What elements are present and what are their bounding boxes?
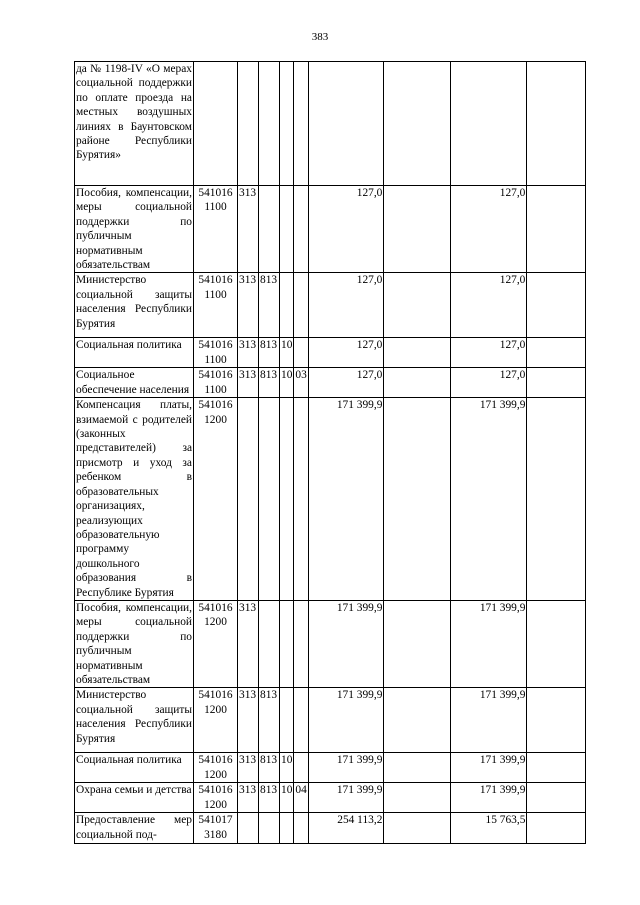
ministry-code: [259, 600, 280, 687]
ministry-code: 813: [259, 338, 280, 368]
target-article-code: [194, 62, 238, 186]
ministry-code: 813: [259, 783, 280, 813]
section-code: [280, 186, 294, 273]
table-row: [75, 398, 586, 601]
table-row: [75, 338, 586, 368]
amount-col-4: [527, 753, 586, 783]
amount-total: 171 399,9: [309, 783, 384, 813]
amount-col-2: [384, 688, 451, 753]
amount-total: 254 113,2: [309, 813, 384, 844]
section-code: 10: [280, 338, 294, 368]
amount-col-4: [527, 783, 586, 813]
row-name: Социальная политика: [75, 753, 194, 783]
amount-col-3: [451, 62, 527, 186]
amount-col-3: 127,0: [451, 186, 527, 273]
subsection-code: [294, 753, 309, 783]
ministry-code: [259, 186, 280, 273]
amount-col-4: [527, 368, 586, 398]
expense-group-code: 313: [238, 338, 259, 368]
amount-col-4: [527, 338, 586, 368]
subsection-code: [294, 398, 309, 601]
section-code: [280, 398, 294, 601]
ministry-code: 813: [259, 368, 280, 398]
amount-col-3: 127,0: [451, 338, 527, 368]
amount-col-2: [384, 783, 451, 813]
amount-col-3: 127,0: [451, 273, 527, 338]
amount-col-3: 171 399,9: [451, 688, 527, 753]
amount-col-3: 15 763,5: [451, 813, 527, 844]
amount-total: 171 399,9: [309, 398, 384, 601]
amount-col-3: 171 399,9: [451, 783, 527, 813]
row-name: да № 1198-IV «О мерах социальной поддержки по оплате проезда на местных воздушных линиях в Баунтовском районе Республики Бурятия»: [75, 62, 194, 186]
row-name: Министерство социальной защиты населения Республики Бурятия: [75, 273, 194, 338]
expense-group-code: [238, 398, 259, 601]
amount-col-4: [527, 62, 586, 186]
amount-col-4: [527, 186, 586, 273]
row-name: Министерство социальной защиты населения Республики Бурятия: [75, 688, 194, 753]
ministry-code: 813: [259, 273, 280, 338]
amount-col-4: [527, 600, 586, 687]
section-code: 10: [280, 368, 294, 398]
amount-col-2: [384, 186, 451, 273]
row-name: Предоставление мер социальной под-: [75, 813, 194, 844]
amount-col-4: [527, 688, 586, 753]
subsection-code: 03: [294, 368, 309, 398]
expense-group-code: 313: [238, 186, 259, 273]
target-article-code: 541016 1100: [194, 368, 238, 398]
table-row: [75, 813, 586, 844]
expense-group-code: 313: [238, 273, 259, 338]
table-row: [75, 688, 586, 753]
table-row: [75, 600, 586, 687]
section-code: [280, 273, 294, 338]
target-article-code: 541016 1100: [194, 273, 238, 338]
amount-col-3: 171 399,9: [451, 398, 527, 601]
target-article-code: 541016 1100: [194, 338, 238, 368]
amount-total: 127,0: [309, 368, 384, 398]
amount-col-3: 127,0: [451, 368, 527, 398]
amount-col-4: [527, 273, 586, 338]
table-row: [75, 186, 586, 273]
section-code: 10: [280, 753, 294, 783]
row-name: Компенсация платы, взимаемой с родителей (законных представителей) за присмотр и уход за ребенком в образовательных организациях, реализующих образовательную программу дошкольного образования в Республике Бурятия: [76, 399, 192, 599]
ministry-code: 813: [259, 753, 280, 783]
subsection-code: [294, 273, 309, 338]
subsection-code: [294, 688, 309, 753]
expense-group-code: 313: [238, 688, 259, 753]
subsection-code: [294, 813, 309, 844]
expense-group-code: 313: [238, 783, 259, 813]
budget-table: [74, 61, 586, 844]
amount-total: 171 399,9: [309, 688, 384, 753]
amount-col-2: [384, 600, 451, 687]
amount-total: 171 399,9: [309, 753, 384, 783]
table-row: [75, 783, 586, 813]
section-code: 10: [280, 783, 294, 813]
page-number: 383: [311, 31, 329, 43]
section-code: [280, 62, 294, 186]
amount-col-2: [384, 813, 451, 844]
row-name: Социальная политика: [75, 338, 194, 368]
target-article-code: 541016 1100: [194, 186, 238, 273]
target-article-code: 541016 1200: [194, 688, 238, 753]
row-name: Пособия, компенсации, меры социальной поддержки по публичным нормативным обязательствам: [76, 601, 192, 686]
table-row: [75, 62, 586, 186]
ministry-code: [259, 62, 280, 186]
row-name: Охрана семьи и детства: [75, 783, 194, 813]
expense-group-code: [238, 813, 259, 844]
subsection-code: [294, 62, 309, 186]
target-article-code: 541016 1200: [194, 783, 238, 813]
target-article-code: 541017 3180: [194, 813, 238, 844]
section-code: [280, 688, 294, 753]
section-code: [280, 813, 294, 844]
amount-col-2: [384, 338, 451, 368]
ministry-code: [259, 813, 280, 844]
target-article-code: 541016 1200: [194, 600, 238, 687]
subsection-code: [294, 186, 309, 273]
amount-col-2: [384, 62, 451, 186]
amount-total: 127,0: [309, 273, 384, 338]
amount-col-4: [527, 398, 586, 601]
amount-col-4: [527, 813, 586, 844]
expense-group-code: 313: [238, 368, 259, 398]
expense-group-code: 313: [238, 753, 259, 783]
amount-col-3: 171 399,9: [451, 600, 527, 687]
amount-total: 171 399,9: [309, 600, 384, 687]
ministry-code: 813: [259, 688, 280, 753]
amount-col-2: [384, 398, 451, 601]
expense-group-code: 313: [238, 600, 259, 687]
amount-col-2: [384, 273, 451, 338]
table-row: [75, 368, 586, 398]
target-article-code: 541016 1200: [194, 398, 238, 601]
amount-total: 127,0: [309, 338, 384, 368]
expense-group-code: [238, 62, 259, 186]
section-code: [280, 600, 294, 687]
subsection-code: [294, 338, 309, 368]
target-article-code: 541016 1200: [194, 753, 238, 783]
ministry-code: [259, 398, 280, 601]
subsection-code: 04: [294, 783, 309, 813]
row-name: Пособия, компенсации, меры социальной поддержки по публичным нормативным обязательствам: [76, 187, 192, 272]
table-row: [75, 273, 586, 338]
row-name: Социальное обеспечение населения: [75, 368, 194, 398]
amount-col-2: [384, 753, 451, 783]
amount-total: 127,0: [309, 186, 384, 273]
amount-col-3: 171 399,9: [451, 753, 527, 783]
amount-col-2: [384, 368, 451, 398]
table-row: [75, 753, 586, 783]
subsection-code: [294, 600, 309, 687]
amount-total: [309, 62, 384, 186]
